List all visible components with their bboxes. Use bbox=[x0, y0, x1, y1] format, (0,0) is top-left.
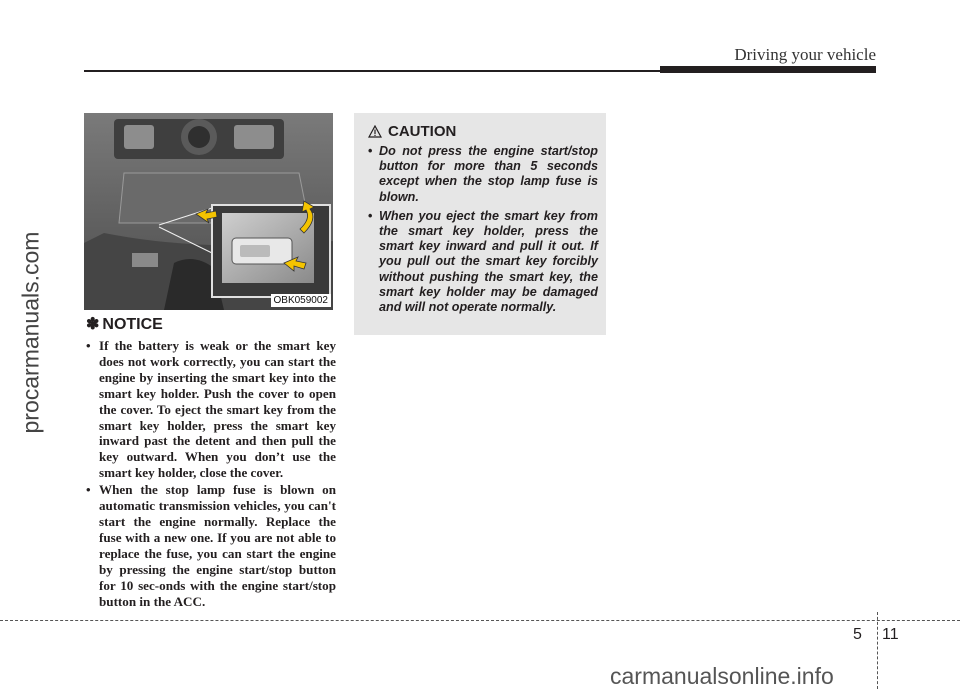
page-number: 11 bbox=[882, 626, 899, 643]
header-rule-thin bbox=[84, 70, 664, 72]
notice-title bbox=[86, 314, 336, 334]
page-section-number: 5 bbox=[853, 626, 862, 643]
warning-triangle-icon bbox=[368, 125, 382, 138]
footer-watermark: carmanualsonline.info bbox=[610, 663, 834, 689]
caution-item: • When you eject the smart key from the smart key holder, press the smart key inward and pull it out. If you pull out the smart key forcibly without pushing the smart key, the smart key holder may be damaged and will not operate normally. bbox=[368, 208, 598, 315]
header-title: Driving your vehicle bbox=[734, 45, 876, 64]
notice-list bbox=[86, 338, 336, 609]
caution-box bbox=[354, 113, 606, 335]
caution-item-text: Do not press the engine start/stop button for more than 5 seconds except when the stop lamp fuse is blown. bbox=[379, 144, 598, 204]
footer-vertical-rule bbox=[877, 612, 878, 689]
photo-illustration bbox=[84, 113, 333, 310]
header-rule-thick bbox=[660, 66, 876, 73]
caution-item: • Do not press the engine start/stop button for more than 5 seconds except when the stop lamp fuse is blown. bbox=[368, 144, 598, 204]
side-watermark: procarmanuals.com bbox=[17, 231, 44, 434]
caution-title-text: CAUTION bbox=[388, 123, 457, 140]
figure-code: OBK059002 bbox=[271, 294, 332, 307]
notice-section bbox=[86, 314, 336, 610]
notice-item: • If the battery is weak or the smart key does not work correctly, you can start the engine by inserting the smart key into the smart key holder. Push the cover to open the cover. To eject the smart key from the smart key holder, press the smart key inward past the detent and then pull the key outward. When you don’t use the smart key holder, close the cover. bbox=[86, 338, 336, 481]
notice-item-text: When the stop lamp fuse is blown on automatic transmission vehicles, you can't start the engine normally. Replace the fuse with a new one. If you are not able to replace the fuse, you can start the engine by pressing the engine start/stop button for 10 sec-onds with the engine start/stop button in the ACC. bbox=[99, 482, 336, 609]
caution-item-text: When you eject the smart key from the smart key holder, press the smart key inward and pull it out. If you pull out the smart key forcibly without pushing the smart key, the smart key holder may be damaged and will not operate normally. bbox=[379, 208, 598, 315]
notice-item-text: If the battery is weak or the smart key does not work correctly, you can start the engine by inserting the smart key into the smart key holder. Push the cover to open the cover. To eject the smart key from the smart key holder, press the smart key inward past the detent and then pull the key outward. When you don’t use the smart key holder, close the cover. bbox=[99, 338, 336, 481]
caution-title bbox=[368, 123, 456, 140]
notice-title-text: NOTICE bbox=[102, 316, 163, 333]
notice-star-icon: ✽ bbox=[86, 316, 100, 333]
footer-dashed-rule bbox=[0, 620, 960, 621]
caution-list bbox=[368, 144, 598, 319]
smart-key-holder-photo bbox=[84, 113, 333, 310]
notice-item: • When the stop lamp fuse is blown on automatic transmission vehicles, you can't start the engine normally. Replace the fuse with a new one. If you are not able to replace the fuse, you can start the engine by pressing the engine start/stop button for 10 sec-onds with the engine start/stop button in the ACC. bbox=[86, 482, 336, 609]
